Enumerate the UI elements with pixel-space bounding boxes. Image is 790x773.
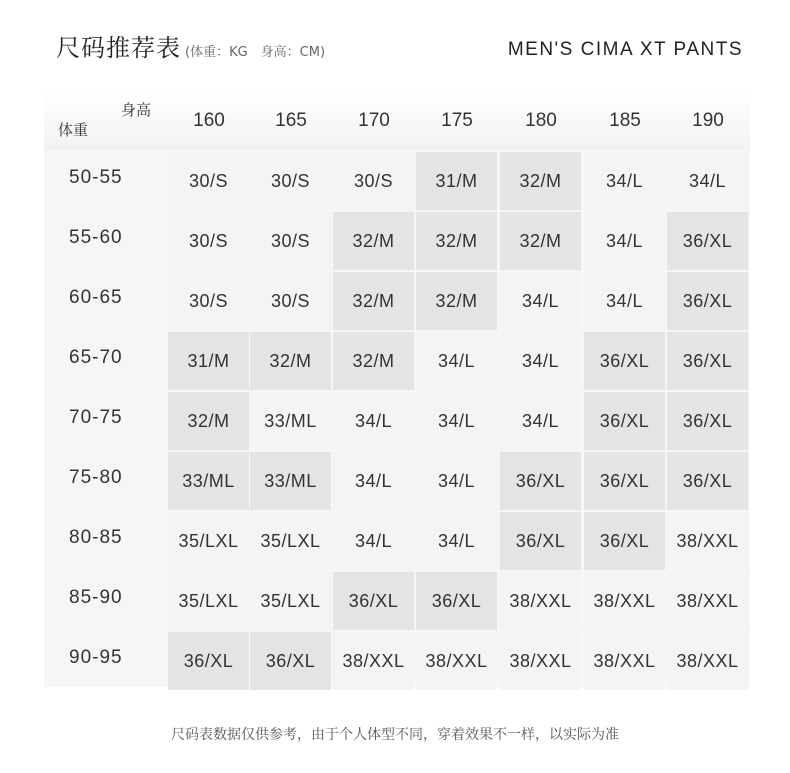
footnote: 尺码表数据仅供参考，由于个人体型不同，穿着效果不一样，以实际为准 bbox=[171, 727, 619, 743]
size-cell: 32/M bbox=[250, 332, 331, 390]
size-cell: 38/XXL bbox=[667, 572, 748, 630]
weight-header: 70-75 bbox=[69, 407, 123, 428]
size-cell: 36/XL bbox=[584, 332, 665, 390]
size-cell: 38/XXL bbox=[584, 632, 665, 690]
size-cell: 32/M bbox=[333, 212, 414, 270]
size-cell: 36/XL bbox=[416, 572, 497, 630]
size-cell: 34/L bbox=[416, 452, 497, 510]
size-cell: 31/M bbox=[416, 152, 497, 210]
size-cell: 30/S bbox=[168, 212, 249, 270]
size-cell: 36/XL bbox=[667, 332, 748, 390]
size-cell: 36/XL bbox=[250, 632, 331, 690]
size-cell: 32/M bbox=[333, 332, 414, 390]
size-cell: 34/L bbox=[333, 512, 414, 570]
size-cell: 36/XL bbox=[584, 392, 665, 450]
height-header: 190 bbox=[692, 109, 724, 131]
weight-header: 85-90 bbox=[69, 587, 123, 608]
size-cell: 30/S bbox=[168, 152, 249, 210]
weight-header: 60-65 bbox=[69, 287, 123, 308]
height-header: 180 bbox=[525, 109, 557, 131]
size-cell: 36/XL bbox=[500, 452, 581, 510]
weight-header: 55-60 bbox=[69, 227, 123, 248]
size-cell: 30/S bbox=[250, 152, 331, 210]
size-cell: 33/ML bbox=[168, 452, 249, 510]
size-cell: 36/XL bbox=[667, 272, 748, 330]
weight-header: 50-55 bbox=[69, 167, 123, 188]
product-name: MEN'S CIMA XT PANTS bbox=[507, 39, 743, 60]
height-header: 175 bbox=[441, 109, 473, 131]
size-cell: 38/XXL bbox=[333, 632, 414, 690]
weight-header: 90-95 bbox=[69, 647, 123, 668]
size-cell: 36/XL bbox=[584, 452, 665, 510]
height-header: 165 bbox=[275, 109, 307, 131]
size-cell: 35/LXL bbox=[168, 572, 249, 630]
size-cell: 30/S bbox=[250, 212, 331, 270]
size-cell: 38/XXL bbox=[667, 512, 748, 570]
size-cell: 30/S bbox=[333, 152, 414, 210]
size-cell: 36/XL bbox=[667, 212, 748, 270]
size-cell: 38/XXL bbox=[500, 572, 581, 630]
weight-header: 75-80 bbox=[69, 467, 123, 488]
title-units: (体重：KG 身高：CM) bbox=[185, 45, 326, 60]
size-cell: 34/L bbox=[500, 392, 581, 450]
size-cell: 32/M bbox=[416, 272, 497, 330]
height-header: 160 bbox=[193, 109, 225, 131]
size-cell: 36/XL bbox=[667, 392, 748, 450]
size-cell: 32/M bbox=[500, 212, 581, 270]
size-cell: 30/S bbox=[168, 272, 249, 330]
height-axis-label: 身高 bbox=[121, 101, 152, 119]
size-cell: 34/L bbox=[584, 212, 665, 270]
size-cell: 38/XXL bbox=[667, 632, 748, 690]
size-cell: 38/XXL bbox=[416, 632, 497, 690]
size-cell: 32/M bbox=[333, 272, 414, 330]
size-cell: 34/L bbox=[416, 512, 497, 570]
size-cell: 31/M bbox=[168, 332, 249, 390]
size-cell: 33/ML bbox=[250, 392, 331, 450]
size-cell: 35/LXL bbox=[250, 512, 331, 570]
size-cell: 34/L bbox=[500, 272, 581, 330]
size-cell: 36/XL bbox=[500, 512, 581, 570]
size-cell: 35/LXL bbox=[168, 512, 249, 570]
size-cell: 38/XXL bbox=[500, 632, 581, 690]
size-cell: 32/M bbox=[168, 392, 249, 450]
size-cell: 38/XXL bbox=[584, 572, 665, 630]
weight-axis-label: 体重 bbox=[58, 121, 89, 139]
size-cell: 30/S bbox=[250, 272, 331, 330]
size-cell: 32/M bbox=[500, 152, 581, 210]
height-header: 170 bbox=[358, 109, 390, 131]
size-cell: 34/L bbox=[667, 152, 748, 210]
weight-header: 80-85 bbox=[69, 527, 123, 548]
size-cell: 34/L bbox=[416, 332, 497, 390]
size-cell: 36/XL bbox=[333, 572, 414, 630]
size-table bbox=[44, 91, 750, 687]
size-cell: 35/LXL bbox=[250, 572, 331, 630]
size-cell: 36/XL bbox=[584, 512, 665, 570]
size-cell: 34/L bbox=[500, 332, 581, 390]
size-cell: 32/M bbox=[416, 212, 497, 270]
size-cell: 34/L bbox=[333, 452, 414, 510]
size-cell: 34/L bbox=[416, 392, 497, 450]
size-cell: 34/L bbox=[584, 152, 665, 210]
height-header: 185 bbox=[609, 109, 641, 131]
size-cell: 34/L bbox=[333, 392, 414, 450]
size-cell: 36/XL bbox=[667, 452, 748, 510]
title-main: 尺码推荐表 bbox=[56, 34, 181, 62]
size-cell: 34/L bbox=[584, 272, 665, 330]
weight-header: 65-70 bbox=[69, 347, 123, 368]
page-title bbox=[56, 28, 325, 63]
size-cell: 33/ML bbox=[250, 452, 331, 510]
size-cell: 36/XL bbox=[168, 632, 249, 690]
